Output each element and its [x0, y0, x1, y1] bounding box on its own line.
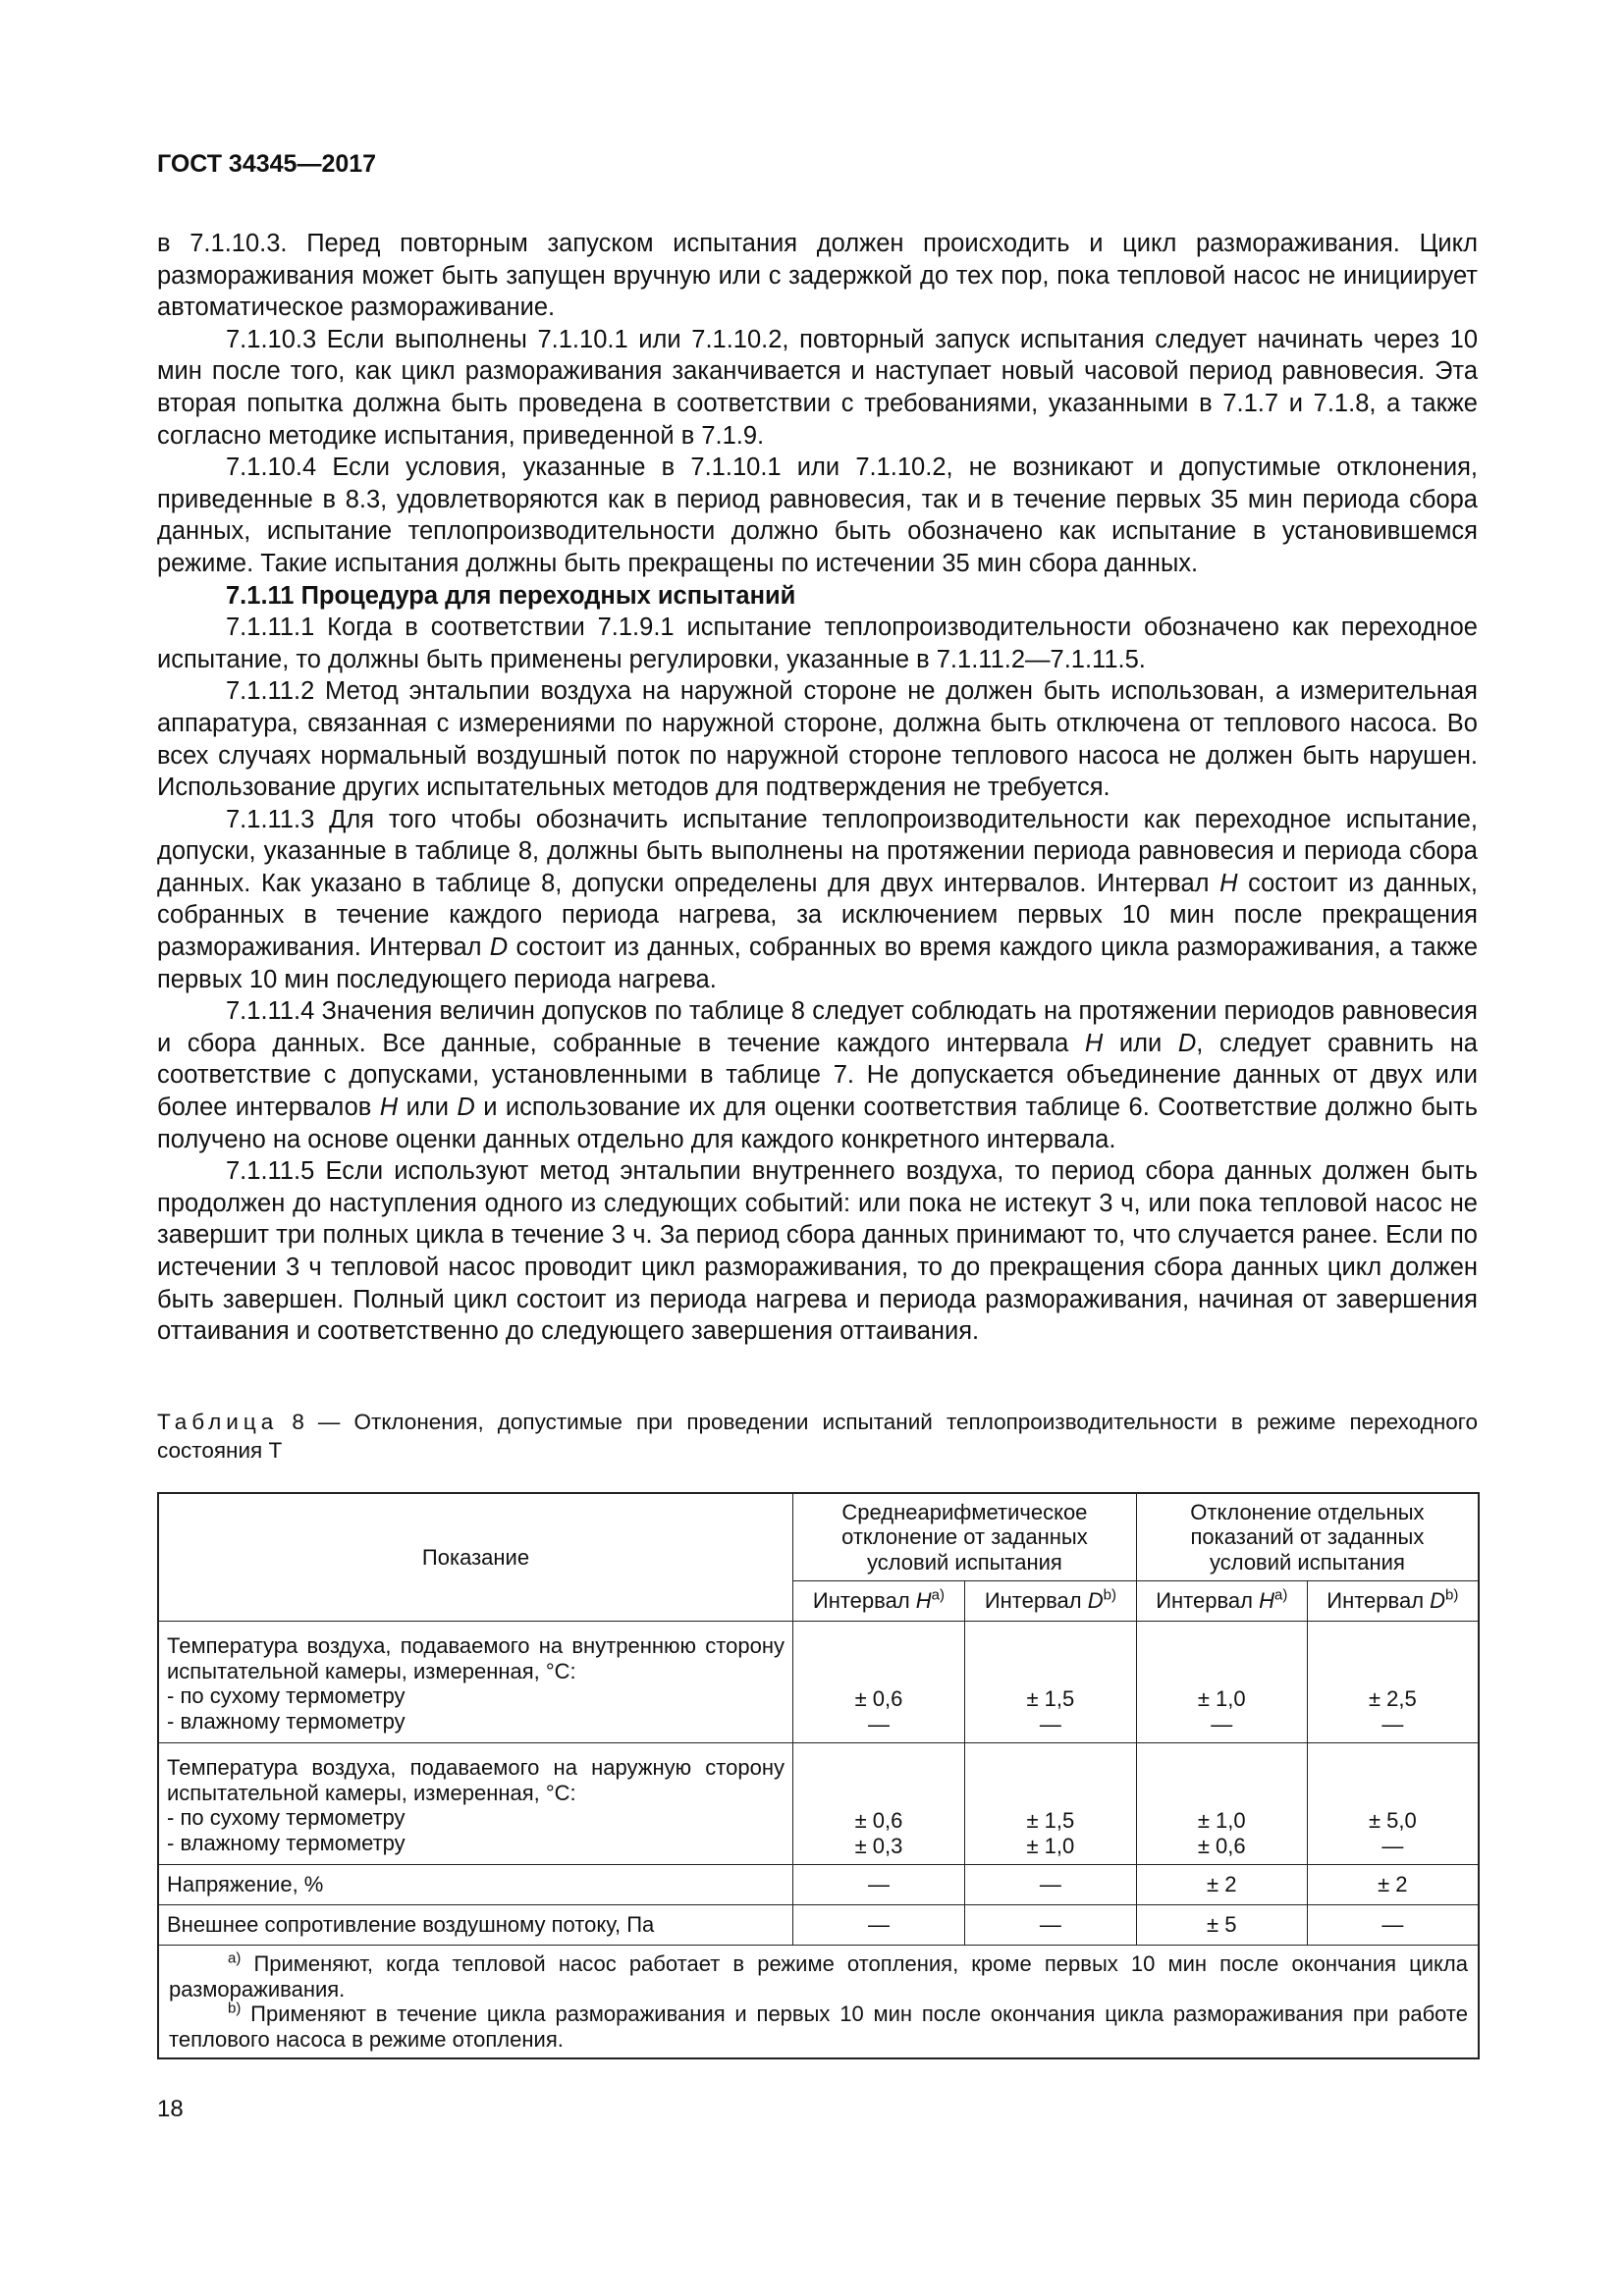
- table-cell: ± 2: [1136, 1865, 1307, 1905]
- table-caption: [157, 1408, 1478, 1465]
- row-label: Внешнее сопротивление воздушному потоку, Па: [158, 1905, 792, 1946]
- cell-value: ± 2,5: [1368, 1686, 1417, 1711]
- row-label-line: - по сухому термометру: [167, 1805, 406, 1830]
- interval-symbol: H: [1259, 1588, 1274, 1614]
- footnote-ref: а): [1273, 1586, 1288, 1604]
- table-cell: —: [964, 1865, 1136, 1905]
- cell-value: —: [867, 1711, 890, 1736]
- interval-symbol: H: [915, 1588, 932, 1614]
- table-cell: ± 2: [1307, 1865, 1479, 1905]
- cell-value: —: [1381, 1833, 1404, 1858]
- table-cell: [1307, 1622, 1479, 1743]
- cell-value: ± 0,6: [1197, 1833, 1246, 1858]
- table-cell: [1136, 1743, 1307, 1865]
- tolerance-table: [157, 1492, 1480, 2059]
- cell-value: ± 1,0: [1026, 1833, 1075, 1858]
- table-cell: [964, 1743, 1136, 1865]
- cell-value: ± 1,0: [1197, 1686, 1246, 1711]
- table-row: [158, 1905, 1479, 1946]
- table-cell: —: [1307, 1905, 1479, 1946]
- body-text: [157, 228, 1478, 1348]
- text-run: и использование их для оценки соответствия таблице 6. Соответствие должно быть получено на основе оценки данных отдельно для каждого конкретного интервала.: [157, 1094, 1478, 1153]
- table-row: [158, 1743, 1479, 1865]
- text-run: состоит из данных, собранных в течение каждого периода нагрева, за исключением первых 10 мин после прекращения размораживания. Интервал: [157, 869, 1478, 962]
- footnote-ref: b): [1103, 1586, 1116, 1604]
- interval-label: Интервал: [812, 1588, 916, 1614]
- text-run: или: [398, 1094, 458, 1122]
- cell-value: ± 0,3: [854, 1833, 903, 1858]
- text-run: состоит из данных, собранных во время каждого цикла размораживания, а также первых 10 мин последующего периода нагрева.: [157, 934, 1478, 993]
- row-label: Напряжение, %: [158, 1865, 792, 1905]
- cell-value: ± 1,5: [1026, 1808, 1075, 1833]
- text-run: 7.1.11.3 Для того чтобы обозначить испытание теплопроизводительности как переходное испытание, допуски, указанные в таблице 8, должны быть выполнены на протяжении периода равновесия и периода сбора данных. Как указано в таблице 8, допуски определены для двух интервалов. Интервал: [157, 805, 1478, 897]
- header-interval-h: [1136, 1581, 1307, 1622]
- table-cell: [1136, 1622, 1307, 1743]
- row-label-line: - влажному термометру: [167, 1708, 406, 1734]
- interval-symbol: H: [379, 1094, 399, 1122]
- section-heading: 7.1.11 Процедура для переходных испытаний: [226, 581, 796, 610]
- row-label-line: - по сухому термометру: [167, 1683, 406, 1708]
- interval-label: Интервал: [1156, 1588, 1260, 1614]
- paragraph: 7.1.11.2 Метод энтальпии воздуха на наружной стороне не должен быть использован, а измерительная аппаратура, связанная с измерениями по наружной стороне, должна быть отключена от теплового насоса. Во всех случаях нормальный воздушный поток по наружной стороне теплового насоса не должен быть нарушен. Использование других испытательных методов для подтверждения не требуется.: [157, 677, 1478, 802]
- paragraph-7-1-11-4: [157, 995, 1478, 1155]
- table-cell: —: [792, 1865, 964, 1905]
- text-run: 7.1.11.4 Значения величин допусков по таблице 8 следует соблюдать на протяжении периодов равновесия и сбора данных. Все данные, собранные в течение каждого интервала: [157, 997, 1478, 1057]
- header-individual-deviation: Отклонение отдельных показаний от заданных условий испытания: [1136, 1493, 1479, 1581]
- interval-symbol: D: [1087, 1588, 1104, 1614]
- interval-symbol: D: [1177, 1029, 1197, 1057]
- interval-symbol: H: [1219, 869, 1238, 897]
- interval-symbol: H: [1084, 1029, 1104, 1057]
- row-label: [158, 1743, 792, 1865]
- cell-value: ± 1,5: [1026, 1686, 1075, 1711]
- cell-value: ± 1,0: [1197, 1808, 1246, 1833]
- table-cell: ± 5: [1136, 1905, 1307, 1946]
- page-number: 18: [157, 2096, 184, 2122]
- footnote-text: Применяют, когда тепловой насос работает в режиме отопления, кроме первых 10 мин после окончания цикла размораживания.: [169, 1951, 1468, 2002]
- header-interval-h: [792, 1581, 964, 1622]
- table-caption-label: Таблица: [157, 1410, 279, 1434]
- header-interval-d: [1307, 1581, 1479, 1622]
- document-header: ГОСТ 34345—2017: [157, 150, 377, 178]
- table-cell: [792, 1622, 964, 1743]
- row-label-line: - влажному термометру: [167, 1830, 406, 1855]
- table-cell: —: [964, 1905, 1136, 1946]
- table-footnotes-row: [158, 1946, 1479, 2059]
- paragraph: в 7.1.10.3. Перед повторным запуском испытания должен происходить и цикл размораживания. Цикл размораживания может быть запущен вручную или с задержкой до тех пор, пока тепловой насос не инициирует автоматическое размораживание.: [157, 230, 1478, 322]
- header-indicator: Показание: [158, 1493, 792, 1622]
- table-cell: —: [792, 1905, 964, 1946]
- cell-value: ± 0,6: [854, 1808, 903, 1833]
- row-label-line: Температура воздуха, подаваемого на наружную сторону испытательной камеры, измеренная, °С:: [167, 1755, 785, 1805]
- table-caption-text: 8 — Отклонения, допустимые при проведении испытаний теплопроизводительности в режиме переходного состояния Т: [157, 1410, 1478, 1463]
- footnote-a: [169, 1951, 1468, 2002]
- header-mean-deviation: Среднеарифметическое отклонение от заданных условий испытания: [792, 1493, 1136, 1581]
- paragraph: 7.1.10.3 Если выполнены 7.1.10.1 или 7.1.10.2, повторный запуск испытания следует начинать через 10 мин после того, как цикл размораживания заканчивается и наступает новый часовой период равновесия. Эта вторая попытка должна быть проведена в соответствии с требованиями, указанными в 7.1.7 и 7.1.8, а также согласно методике испытания, приведенной в 7.1.9.: [157, 325, 1478, 450]
- header-interval-d: [964, 1581, 1136, 1622]
- paragraph: 7.1.11.5 Если используют метод энтальпии внутреннего воздуха, то период сбора данных должен быть продолжен до наступления одного из следующих событий: или пока не истекут 3 ч, или пока тепловой насос не завершит три полных цикла в течение 3 ч. За период сбора данных принимают то, что случается ранее. Если по истечении 3 ч тепловой насос проводит цикл размораживания, то до прекращения сбора данных цикл должен быть завершен. Полный цикл состоит из периода нагрева и периода размораживания, начиная от завершения оттаивания и соответственно до следующего завершения оттаивания.: [157, 1157, 1478, 1346]
- table-cell: [1307, 1743, 1479, 1865]
- footnote-b: [169, 2002, 1468, 2052]
- footnote-ref: b): [1445, 1586, 1459, 1604]
- row-label-line: Температура воздуха, подаваемого на внутреннюю сторону испытательной камеры, измеренная, °С:: [167, 1633, 785, 1683]
- cell-value: ± 5,0: [1368, 1808, 1417, 1833]
- interval-symbol: D: [489, 934, 509, 962]
- paragraph-7-1-11-3: [157, 804, 1478, 996]
- text-run: или: [1103, 1029, 1178, 1057]
- row-label: [158, 1622, 792, 1743]
- interval-label: Интервал: [984, 1588, 1088, 1614]
- footnote-mark: b): [228, 2000, 242, 2017]
- cell-value: —: [1381, 1711, 1404, 1736]
- cell-value: —: [1211, 1711, 1233, 1736]
- interval-symbol: D: [457, 1094, 475, 1122]
- interval-symbol: D: [1430, 1588, 1446, 1614]
- paragraph: 7.1.11.1 Когда в соответствии 7.1.9.1 испытание теплопроизводительности обозначено как переходное испытание, то должны быть применены регулировки, указанные в 7.1.11.2—7.1.11.5.: [157, 614, 1478, 673]
- text-run: , следует сравнить на соответствие с допусками, установленными в таблице 7. Не допускается объединение данных от двух или более интервалов: [157, 1029, 1478, 1122]
- cell-value: ± 0,6: [854, 1686, 903, 1711]
- cell-value: —: [1039, 1711, 1061, 1736]
- table-row: [158, 1622, 1479, 1743]
- table-header-row: [158, 1493, 1479, 1581]
- table-cell: [792, 1743, 964, 1865]
- table-row: [158, 1865, 1479, 1905]
- footnote-ref: а): [931, 1586, 946, 1604]
- interval-label: Интервал: [1326, 1588, 1431, 1614]
- table-footnotes: [158, 1946, 1479, 2059]
- table-cell: [964, 1622, 1136, 1743]
- footnote-mark: а): [228, 1949, 242, 1967]
- footnote-text: Применяют в течение цикла размораживания и первых 10 мин после окончания цикла размораживания при работе теплового насоса в режиме отопления.: [169, 2002, 1468, 2052]
- paragraph: 7.1.10.4 Если условия, указанные в 7.1.10.1 или 7.1.10.2, не возникают и допустимые отклонения, приведенные в 8.3, удовлетворяются как в период равновесия, так и в течение первых 35 мин периода сбора данных, испытание теплопроизводительности должно быть обозначено как испытание в установившемся режиме. Такие испытания должны быть прекращены по истечении 35 мин сбора данных.: [157, 454, 1478, 577]
